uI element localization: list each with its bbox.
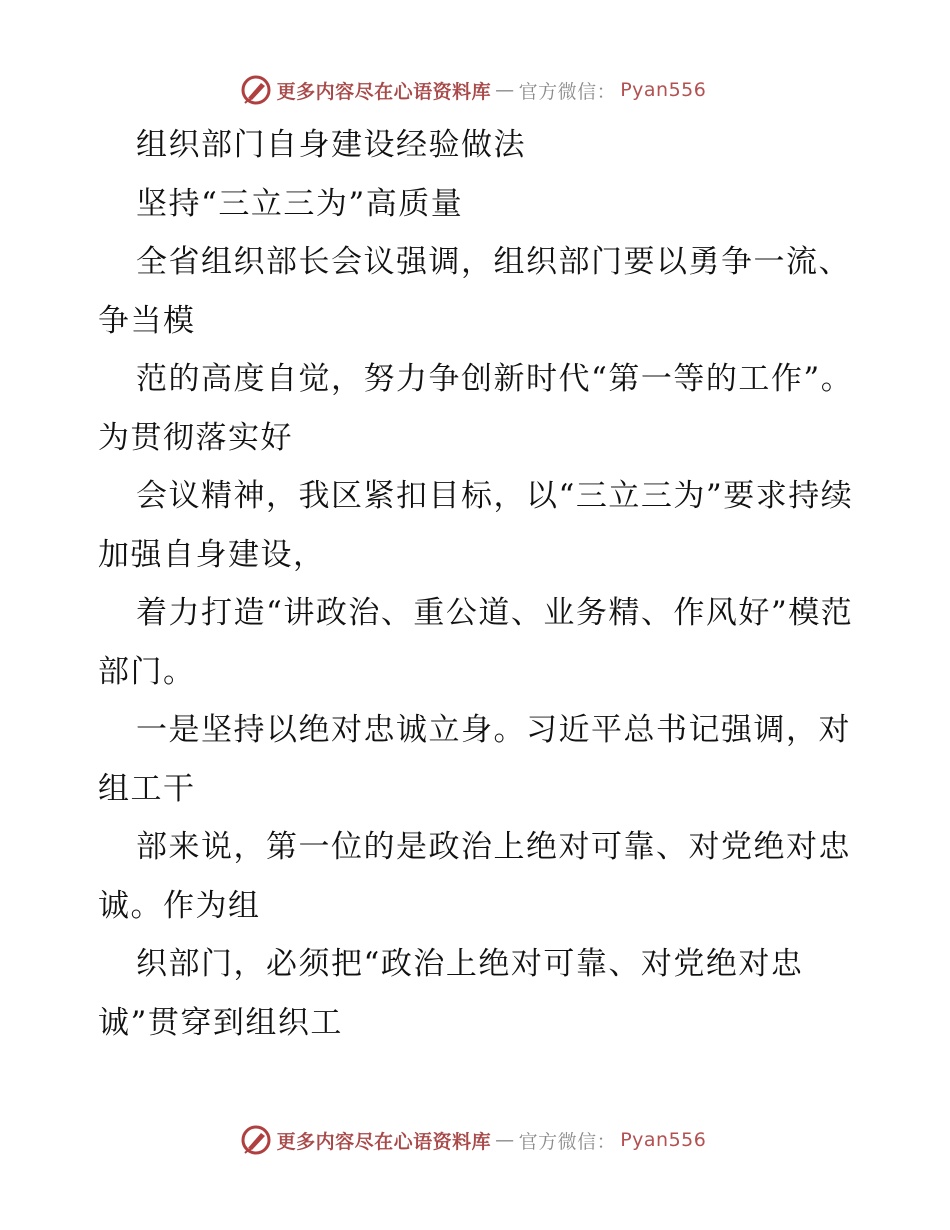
banner-main-text: 更多内容尽在心语资料库	[276, 1130, 492, 1153]
pen-logo-icon	[239, 73, 273, 107]
header-banner-content	[239, 73, 707, 107]
paragraph: 范的高度自觉，努力争创新时代“第一等的工作”。为贯彻落实好	[98, 361, 854, 456]
document-subtitle: 坚持“三立三为”高质量	[136, 185, 464, 222]
document-body	[98, 116, 858, 1052]
footer-banner-content	[239, 1123, 707, 1157]
banner-separator: —	[495, 79, 515, 101]
paragraph: 织部门，必须把“政治上绝对可靠、对党绝对忠诚”贯穿到组织工	[98, 946, 804, 1041]
footer-watermark-banner	[0, 1120, 950, 1160]
pen-logo-icon	[239, 1123, 273, 1157]
paragraph: 一是坚持以绝对忠诚立身。习近平总书记强调，对组工干	[98, 712, 851, 807]
paragraph: 全省组织部长会议强调，组织部门要以勇争一流、争当模	[98, 244, 851, 339]
banner-label: 官方微信：	[518, 80, 617, 103]
header-watermark-banner	[0, 70, 950, 110]
paragraph: 会议精神，我区紧扣目标，以“三立三为”要求持续加强自身建设，	[98, 478, 854, 573]
paragraph: 部来说，第一位的是政治上绝对可靠、对党绝对忠诚。作为组	[98, 829, 851, 924]
banner-main-text: 更多内容尽在心语资料库	[276, 80, 492, 103]
banner-separator: —	[495, 1129, 515, 1151]
paragraph: 着力打造“讲政治、重公道、业务精、作风好”模范部门。	[98, 595, 854, 690]
banner-label: 官方微信：	[518, 1130, 617, 1153]
banner-wechat-id: Pyan556	[620, 1129, 707, 1151]
banner-wechat-id: Pyan556	[620, 79, 707, 101]
document-title: 组织部门自身建设经验做法	[136, 127, 526, 163]
